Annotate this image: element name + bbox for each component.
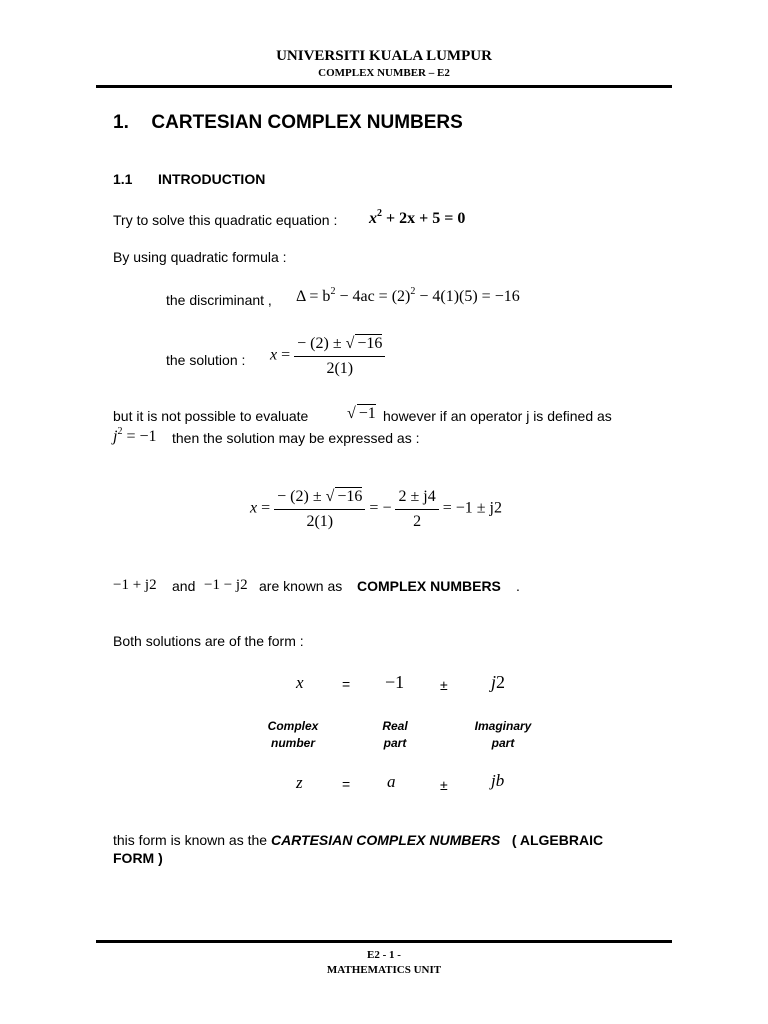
try-solve-text: Try to solve this quadratic equation : [113, 212, 338, 228]
form-equals: = [342, 676, 351, 692]
label-imaginary-part: Imaginary part [474, 719, 532, 750]
document-subtitle: COMPLEX NUMBER – E2 [318, 67, 450, 79]
sqrt-neg-one: √ −1 [347, 405, 376, 422]
discriminant-expression: $\Delta = b^2 - 4ac = (2)^2 - 4(1)(5) = -16$ [296, 286, 520, 305]
form-imag-value: j2 [491, 672, 506, 692]
section-title: CARTESIAN COMPLEX NUMBERS [151, 112, 463, 133]
quadratic-equation: $x^2 + 2x + 5 = 0$ [369, 208, 466, 227]
period: . [516, 578, 520, 594]
by-using-text: By using quadratic formula : [113, 249, 287, 265]
form-a: a [387, 772, 396, 791]
form-x: x [296, 673, 304, 692]
section-heading [113, 112, 463, 134]
form-plus-minus-2: ± [440, 777, 448, 793]
form-known-end: FORM ) [113, 850, 163, 866]
operator-j-text: however if an operator j is defined as [383, 408, 612, 424]
header-rule [96, 85, 672, 88]
complex-value-1: −1 + j2 [113, 577, 157, 593]
page-number: E2 - 1 - [367, 949, 401, 961]
complex-numbers-term: COMPLEX NUMBERS [357, 578, 501, 594]
known-as-text: are known as [259, 578, 343, 594]
form-jb: jb [491, 771, 505, 790]
discriminant-label: the discriminant , [166, 292, 272, 308]
both-solutions-text: Both solutions are of the form : [113, 633, 304, 649]
full-solution-expression: x = $\frac{- (2) \pm √ -16}{2(1)}$ = − $\frac{2 \pm j4}{2}$ = −1 ± j2 [250, 487, 502, 530]
form-real-value: −1 [385, 672, 405, 692]
form-plus-minus: ± [440, 677, 448, 693]
form-equals-2: = [342, 776, 351, 792]
not-possible-text: but it is not possible to evaluate [113, 408, 309, 424]
subsection-number: 1.1 [113, 171, 133, 187]
and-text: and [172, 578, 196, 594]
solution-label: the solution : [166, 352, 246, 368]
j-squared-definition: $j^2 = -1$ [113, 426, 157, 445]
label-complex-number: Complex number [267, 719, 319, 750]
footer-unit: MATHEMATICS UNIT [326, 964, 442, 976]
form-known-text: this form is known as the CARTESIAN COMPLEX NUMBERS ( ALGEBRAIC [113, 832, 604, 848]
label-real-part: Real part [382, 719, 408, 750]
section-number: 1. [113, 112, 129, 133]
footer-rule [96, 940, 672, 943]
form-z: z [296, 773, 303, 792]
university-title: UNIVERSITI KUALA LUMPUR [276, 48, 492, 64]
complex-value-2: −1 − j2 [204, 577, 248, 593]
solution-expression: x = $\frac{- (2) \pm √ -16}{2(1)}$ [270, 334, 385, 378]
subsection-title: INTRODUCTION [158, 171, 266, 187]
then-solution-text: then the solution may be expressed as : [172, 430, 420, 446]
